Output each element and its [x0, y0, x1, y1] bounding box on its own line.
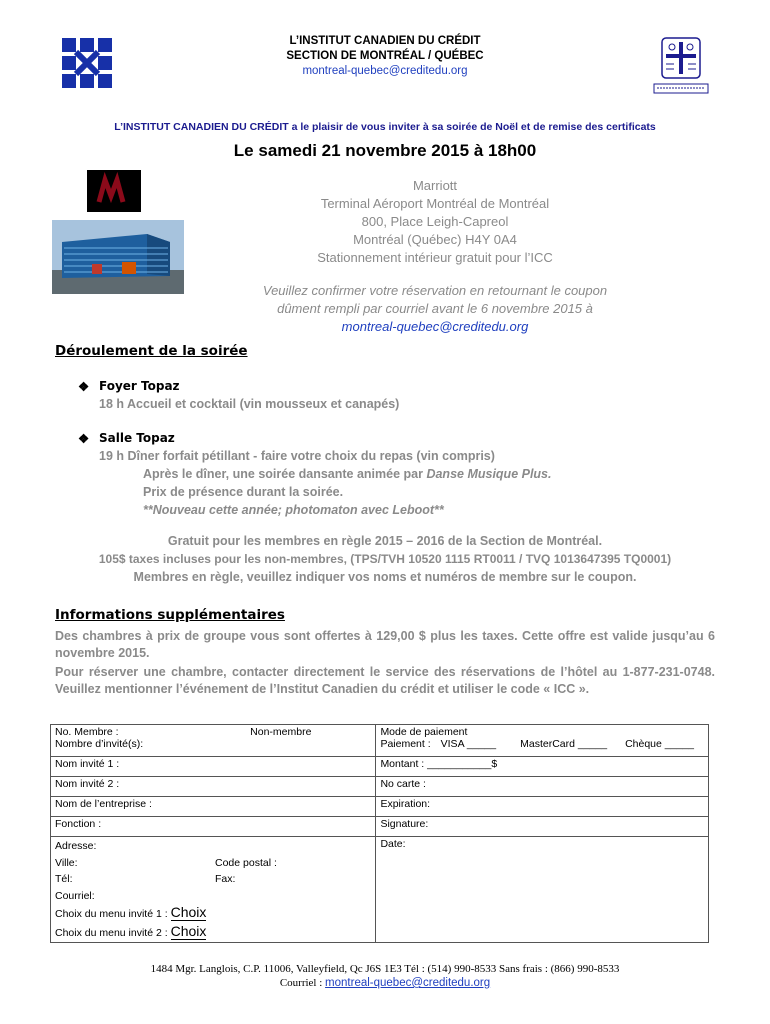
- item-title: Salle Topaz: [99, 431, 175, 445]
- phone-label: Tél:: [55, 873, 73, 885]
- menu-select-1[interactable]: Choix: [170, 904, 207, 920]
- venue-parking: Stationnement intérieur gratuit pour l’ICC: [317, 250, 553, 265]
- bullet-icon: ❖: [78, 380, 90, 394]
- item-line: 19 h Dîner forfait pétillant - faire votre choix du repas (vin compris): [99, 449, 495, 463]
- signature-field[interactable]: Signature:: [376, 817, 709, 837]
- org-name: L’INSTITUT CANADIEN DU CRÉDIT: [289, 35, 481, 47]
- info-paragraph: Des chambres à prix de groupe vous sont offertes à 129,00 $ plus les taxes. Cette offre est valide jusqu’au 6 novembre 2015.: [55, 629, 715, 660]
- item-line: Après le dîner, une soirée dansante animée par Danse Musique Plus.: [143, 467, 552, 481]
- non-member-label: Non-membre: [250, 726, 312, 738]
- contact-cell[interactable]: [51, 837, 376, 943]
- member-number-label: No. Membre :: [55, 726, 119, 738]
- mastercard-option[interactable]: MasterCard _____: [520, 738, 608, 750]
- confirm-line: Veuillez confirmer votre réservation en retournant le coupon: [262, 283, 608, 298]
- member-cell[interactable]: [51, 725, 376, 757]
- event-date: Le samedi 21 novembre 2015 à 18h00: [233, 141, 537, 160]
- price-line: 105$ taxes incluses pour les non-membres, (TPS/TVH 10520 1115 RT0011 / TVQ 1013647395 TQ0001): [98, 552, 672, 566]
- city-label: Ville:: [55, 856, 78, 869]
- guests-label: Nombre d’invité(s):: [55, 738, 144, 750]
- info-paragraph: Pour réserver une chambre, contacter directement le service des réservations de l’hôtel au 1-877-231-0748. Veuillez mentionner l’événement de l’Institut Canadien du crédit et utiliser le code « ICC ».: [55, 665, 715, 696]
- address-label: Adresse:: [55, 840, 97, 852]
- item-title: Foyer Topaz: [99, 379, 180, 393]
- confirm-email[interactable]: montreal-quebec@creditedu.org: [341, 319, 529, 334]
- venue-name: Marriott: [412, 178, 458, 193]
- venue-city: Montréal (Québec) H4Y 0A4: [353, 232, 517, 247]
- marriott-logo: [87, 170, 141, 212]
- menu-select-2[interactable]: Choix: [170, 922, 207, 939]
- guest1-name-field[interactable]: Nom invité 1 :: [51, 757, 376, 777]
- menu-choice-2[interactable]: Choix du menu invité 2 : Choix: [55, 922, 207, 939]
- job-title-field[interactable]: Fonction :: [51, 817, 376, 837]
- footer-address: 1484 Mgr. Langlois, C.P. 11006, Valleyfield, Qc J6S 1E3 Tél : (514) 990-8533 Sans frais : (866) 990-8533: [150, 963, 620, 975]
- invite-text: L’INSTITUT CANADIEN DU CRÉDIT a le plaisir de vous inviter à sa soirée de Noël et de remise des certificats: [114, 121, 656, 133]
- confirm-line: dûment rempli par courriel avant le 6 novembre 2015 à: [277, 301, 593, 316]
- price-line: Gratuit pour les membres en règle 2015 – 2016 de la Section de Montréal.: [167, 534, 603, 548]
- visa-option[interactable]: VISA _____: [440, 738, 497, 750]
- item-line: 18 h Accueil et cocktail (vin mousseux et canapés): [99, 397, 400, 411]
- venue-line: Terminal Aéroport Montréal de Montréal: [320, 196, 550, 211]
- payment-label: Paiement :: [380, 738, 431, 750]
- payment-mode-label: Mode de paiement: [380, 726, 468, 738]
- cheque-option[interactable]: Chèque _____: [625, 738, 694, 750]
- guest2-name-field[interactable]: Nom invité 2 :: [51, 777, 376, 797]
- registration-coupon: [50, 724, 709, 943]
- item-line: Prix de présence durant la soirée.: [143, 485, 344, 499]
- item-line: **Nouveau cette année; photomaton avec Leboot**: [143, 503, 444, 517]
- price-line: Membres en règle, veuillez indiquer vos noms et numéros de membre sur le coupon.: [133, 570, 637, 584]
- postal-code-label: Code postal :: [215, 856, 277, 869]
- menu-choice-1[interactable]: Choix du menu invité 1 : Choix: [55, 904, 207, 920]
- payment-cell[interactable]: [376, 725, 709, 757]
- hotel-photo: [52, 220, 184, 294]
- section-name: SECTION DE MONTRÉAL / QUÉBEC: [286, 50, 484, 62]
- footer-email[interactable]: montreal-quebec@creditedu.org: [325, 977, 491, 989]
- section-title: Déroulement de la soirée: [55, 343, 248, 359]
- expiration-field[interactable]: Expiration:: [376, 797, 709, 817]
- email-label: Courriel:: [55, 889, 95, 902]
- company-field[interactable]: Nom de l’entreprise :: [51, 797, 376, 817]
- header-email[interactable]: montreal-quebec@creditedu.org: [302, 65, 468, 77]
- fax-label: Fax:: [215, 873, 236, 885]
- bullet-icon: ❖: [78, 432, 90, 446]
- card-number-field[interactable]: No carte :: [376, 777, 709, 797]
- section-title: Informations supplémentaires: [55, 607, 285, 623]
- amount-field[interactable]: Montant : ___________$: [376, 757, 709, 777]
- date-field[interactable]: Date:: [376, 837, 709, 943]
- footer-email-line: Courriel : montreal-quebec@creditedu.org: [279, 977, 491, 989]
- venue-address: 800, Place Leigh-Capreol: [361, 214, 509, 229]
